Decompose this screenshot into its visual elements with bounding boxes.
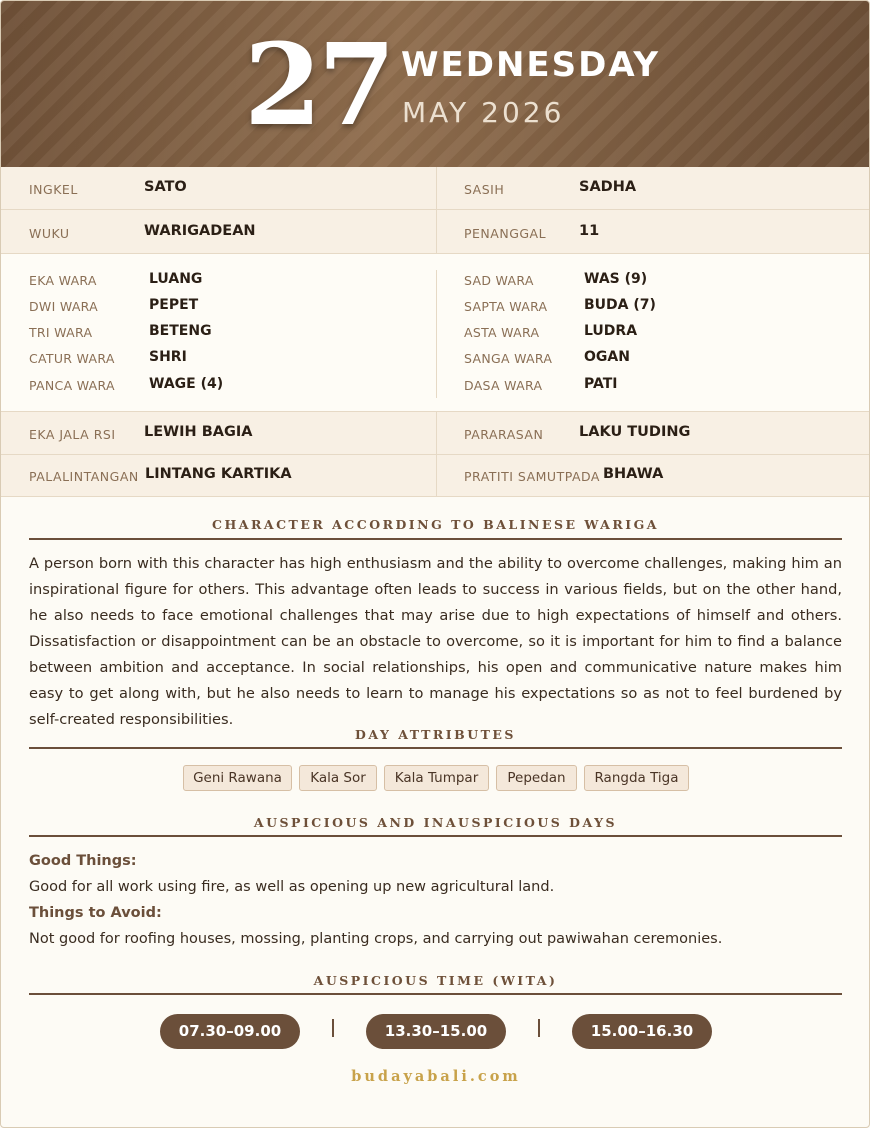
attribute-chip: Kala Tumpar bbox=[384, 765, 489, 791]
info-value: 11 bbox=[579, 223, 600, 239]
info-cell-penanggal bbox=[436, 210, 870, 253]
attribute-chip: Pepedan bbox=[496, 765, 577, 791]
time-slot-pill: 13.30–15.00 bbox=[366, 1014, 506, 1049]
info-cell-eka-jala-rsi bbox=[1, 412, 436, 454]
section-divider bbox=[29, 538, 842, 540]
wara-value: PATI bbox=[584, 376, 618, 392]
info-label: PALALINTANGAN bbox=[29, 469, 139, 484]
character-section-title: CHARACTER ACCORDING TO BALINESE WARIGA bbox=[212, 517, 659, 532]
things-to-avoid-text: Not good for roofing houses, mossing, planting crops, and carrying out pawiwahan ceremonies. bbox=[29, 931, 723, 947]
section-divider bbox=[29, 747, 842, 749]
info-value: SADHA bbox=[579, 179, 637, 195]
info-cell-pratiti-samutpada bbox=[436, 455, 870, 496]
wara-value: BUDA (7) bbox=[584, 297, 656, 313]
info-label: PRATITI SAMUTPADA bbox=[464, 469, 600, 484]
time-slot-pill: 15.00–16.30 bbox=[572, 1014, 712, 1049]
wara-label: ASTA WARA bbox=[464, 325, 540, 340]
character-description: A person born with this character has high enthusiasm and the ability to overcome challenges, making him an inspirational figure for others. This advantage often leads to success in various fields, but on the other hand, he also needs to face emotional challenges that may arise due to high expectations of himself and others. Dissatisfaction or disappointment can be an obstacle to overcome, so it is important for him to find a balance between ambition and acceptance. In social relationships, his open and communicative nature makes him easy to get along with, but he also needs to learn to manage his expectations so as not to feel burdened by self-created responsibilities. bbox=[29, 555, 842, 728]
good-things-text: Good for all work using fire, as well as opening up new agricultural land. bbox=[29, 879, 555, 895]
info-label: EKA JALA RSI bbox=[29, 427, 116, 442]
time-slot-pill: 07.30–09.00 bbox=[160, 1014, 300, 1049]
info-label: PARARASAN bbox=[464, 427, 544, 442]
wara-label: DWI WARA bbox=[29, 299, 99, 314]
days-section-title: AUSPICIOUS AND INAUSPICIOUS DAYS bbox=[253, 815, 618, 830]
info-cell-sasih bbox=[436, 167, 870, 209]
attribute-chip: Geni Rawana bbox=[183, 765, 292, 791]
attribute-chips bbox=[1, 765, 870, 793]
wara-value: BETENG bbox=[149, 323, 212, 339]
good-things-heading: Good Things: bbox=[29, 853, 137, 869]
date-header bbox=[1, 1, 870, 167]
info-value: LEWIH BAGIA bbox=[144, 424, 253, 440]
wara-divider bbox=[436, 270, 437, 398]
wara-value: WAS (9) bbox=[584, 271, 648, 287]
info-label: WUKU bbox=[29, 226, 70, 241]
wara-grid bbox=[1, 254, 870, 412]
info-value: SATO bbox=[144, 179, 187, 195]
section-divider bbox=[29, 993, 842, 995]
site-footer-link[interactable]: budayabali.com bbox=[351, 1068, 521, 1085]
info-row-palalintangan bbox=[1, 455, 870, 497]
info-cell-wuku bbox=[1, 210, 436, 253]
info-cell-pararasan bbox=[436, 412, 870, 454]
wara-label: PANCA WARA bbox=[29, 378, 115, 393]
wara-label: EKA WARA bbox=[29, 273, 97, 288]
attribute-chip: Rangda Tiga bbox=[584, 765, 689, 791]
time-separator bbox=[332, 1019, 334, 1037]
info-label: PENANGGAL bbox=[464, 226, 547, 241]
wara-value: OGAN bbox=[584, 349, 630, 365]
wara-label: CATUR WARA bbox=[29, 351, 115, 366]
month-year-label: MAY 2026 bbox=[402, 96, 565, 129]
info-value: WARIGADEAN bbox=[144, 223, 256, 239]
wara-value: LUANG bbox=[149, 271, 203, 287]
info-value: BHAWA bbox=[603, 466, 664, 482]
info-cell-palalintangan bbox=[1, 455, 436, 496]
wara-value: SHRI bbox=[149, 349, 187, 365]
info-value: LAKU TUDING bbox=[579, 424, 691, 440]
time-section-title: AUSPICIOUS TIME (WITA) bbox=[313, 973, 558, 988]
weekday-label: WEDNESDAY bbox=[401, 45, 661, 85]
wara-label: DASA WARA bbox=[464, 378, 543, 393]
wara-label: SAPTA WARA bbox=[464, 299, 548, 314]
info-label: INGKEL bbox=[29, 182, 78, 197]
wara-value: WAGE (4) bbox=[149, 376, 224, 392]
time-separator bbox=[538, 1019, 540, 1037]
info-row-wuku bbox=[1, 210, 870, 254]
attribute-chip: Kala Sor bbox=[299, 765, 377, 791]
info-value: LINTANG KARTIKA bbox=[145, 466, 292, 482]
section-divider bbox=[29, 835, 842, 837]
wara-label: SANGA WARA bbox=[464, 351, 553, 366]
info-label: SASIH bbox=[464, 182, 505, 197]
things-to-avoid-heading: Things to Avoid: bbox=[29, 905, 162, 921]
wara-value: PEPET bbox=[149, 297, 199, 313]
wara-value: LUDRA bbox=[584, 323, 638, 339]
info-cell-ingkel bbox=[1, 167, 436, 209]
attributes-section-title: DAY ATTRIBUTES bbox=[355, 727, 516, 742]
info-row-eka-jala-rsi bbox=[1, 412, 870, 455]
day-number: 27 bbox=[244, 20, 392, 151]
wara-label: TRI WARA bbox=[29, 325, 93, 340]
info-row-ingkel bbox=[1, 167, 870, 210]
wara-label: SAD WARA bbox=[464, 273, 534, 288]
